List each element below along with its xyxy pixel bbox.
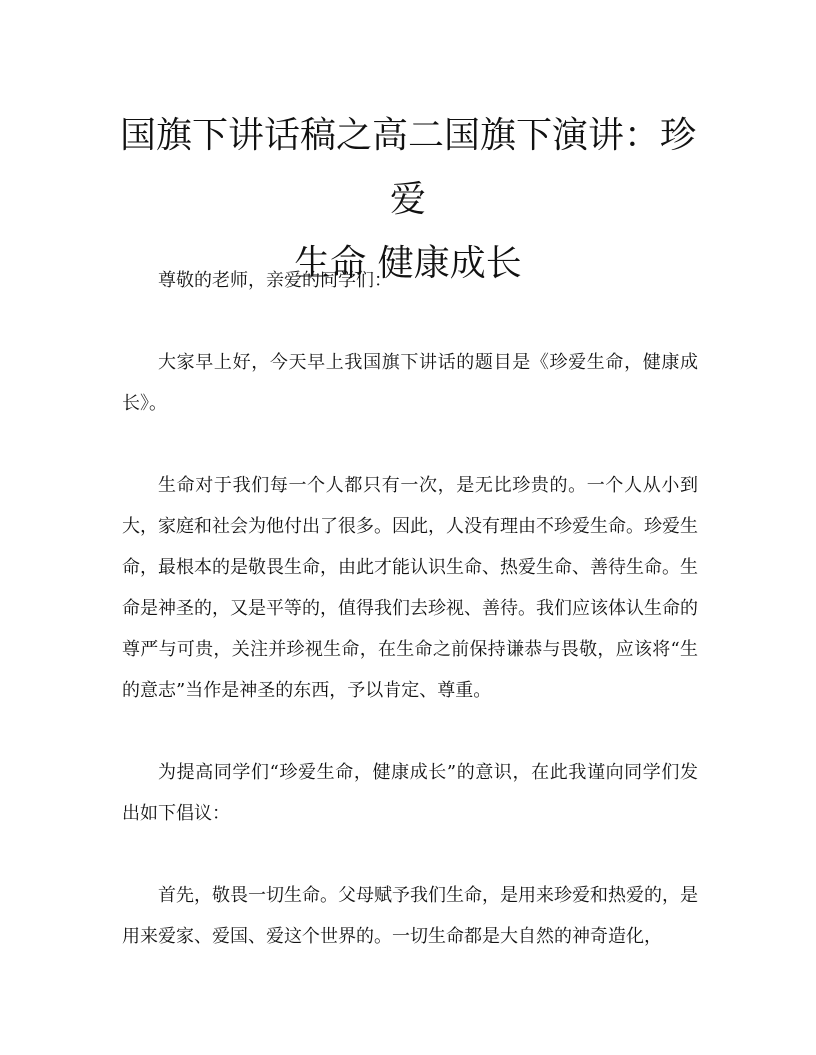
salutation-text: 尊敬的老师，亲爱的同学们： xyxy=(158,270,392,291)
paragraph xyxy=(122,875,698,957)
paragraph xyxy=(122,465,698,711)
paragraph-text: 生命对于我们每一个人都只有一次，是无比珍贵的。一个人从小到大，家庭和社会为他付出了很多。因此，人没有理由不珍爱生命。珍爱生命，最根本的是敬畏生命，由此才能认识生命、热爱生命、善待生命。生命是神圣的，又是平等的，值得我们去珍视、善待。我们应该体认生命的尊严与可贵，关注并珍视生命，在生命之前保持谦恭与畏敬，应该将“生的意志”当作是神圣的东西，予以肯定、尊重。 xyxy=(122,475,698,701)
paragraph xyxy=(122,342,698,424)
salutation xyxy=(122,260,698,301)
paragraph-text: 首先，敬畏一切生命。父母赋予我们生命，是用来珍爱和热爱的，是用来爱家、爱国、爱这个世界的。一切生命都是大自然的神奇造化， xyxy=(122,885,698,947)
paragraph-text: 大家早上好，今天早上我国旗下讲话的题目是《珍爱生命，健康成长》。 xyxy=(122,352,698,414)
paragraph-text: 为提高同学们“珍爱生命，健康成长”的意识，在此我谨向同学们发出如下倡议： xyxy=(122,762,698,824)
title-line-1: 国旗下讲话稿之高二国旗下演讲：珍爱 xyxy=(119,115,696,220)
title-line-2: 生命 健康成长 xyxy=(294,243,522,284)
paragraph xyxy=(122,752,698,834)
